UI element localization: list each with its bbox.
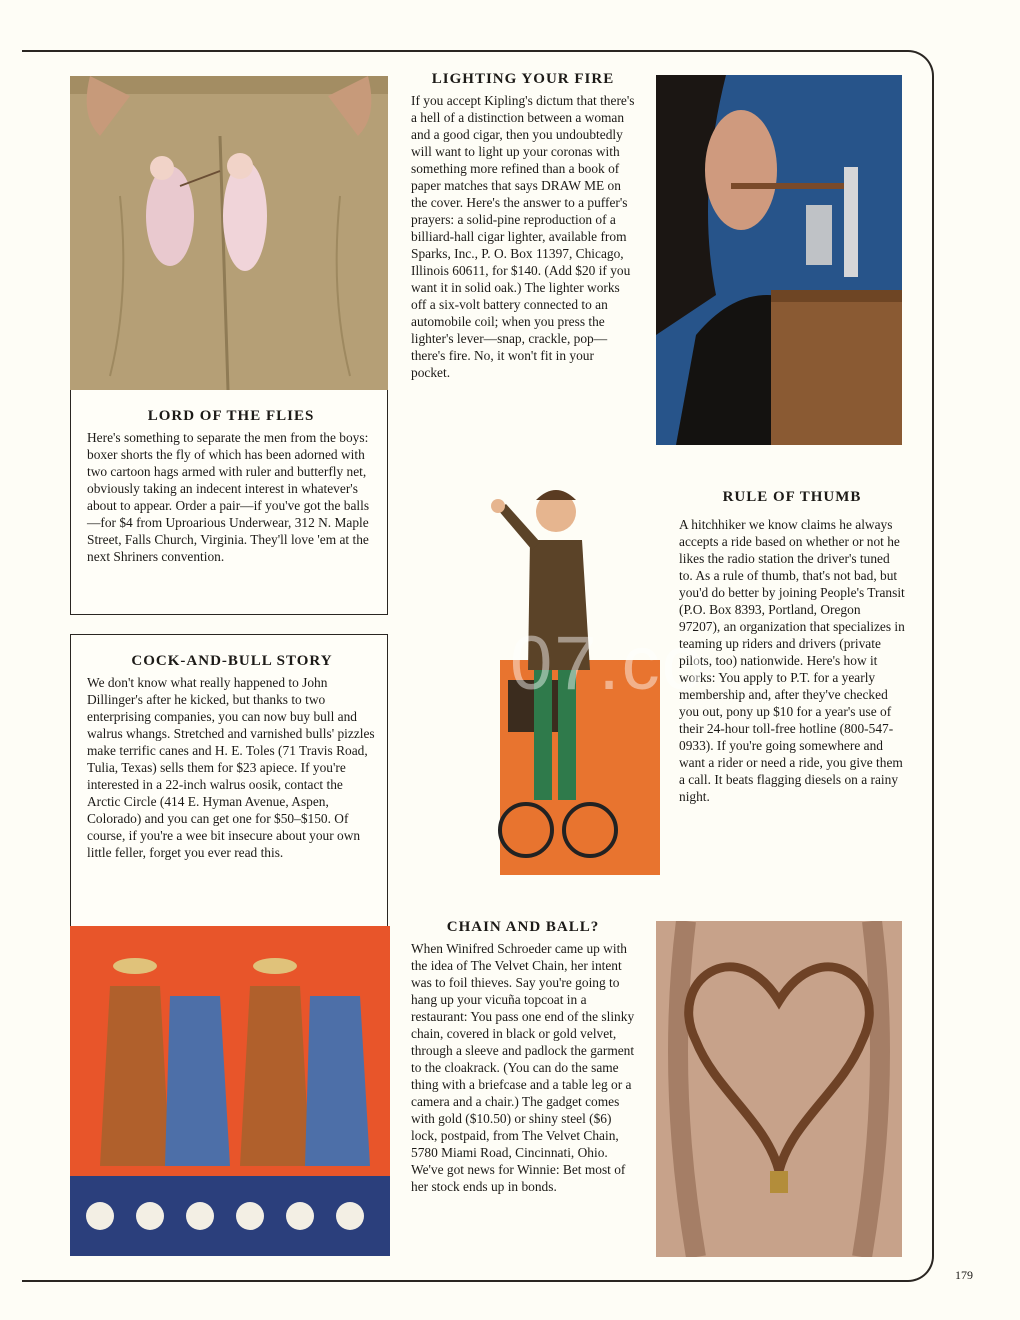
chain-and-ball-article <box>411 919 635 1195</box>
lighting-your-fire-body: If you accept Kipling's dictum that there's a hell of a distinction between a woman and a good cigar, then you undoubtedly will want to light up your coronas with something more refined than a book of paper matches that says DRAW ME on the cover. Here's the answer to a puffer's prayers: a solid-pine reproduction of a billiard-hall cigar lighter, available from Sparks, Inc., P. O. Box 11397, Chicago, Illinois 60611, for $140. (Add $20 if you want it in solid oak.) The lighter works off a six-volt battery connected to an automobile coil; when you press the lighter's lever—snap, crackle, pop—there's fire. No, it won't fit in your pocket. <box>411 93 635 380</box>
boxer-shorts-photo <box>70 76 388 390</box>
cigar-lighter-photo <box>656 75 902 445</box>
chain-and-ball-body: When Winifred Schroeder came up with the idea of The Velvet Chain, her intent was to foil thieves. Say you're going to hang up your vicuña topcoat in a restaurant: You pass one end of the slinky chain, covered in black or gold velvet, through a sleeve and padlock the garment to the cloakrack. (You can do the same thing with a briefcase and a table leg or a camera and a chair.) The gadget comes with gold ($10.50) or shiny steel ($6) lock, postpaid, from The Velvet Chain, 5780 Miami Road, Cincinnati, Ohio. We've got news for Winnie: Bet most of her stock ends up in bonds. <box>411 941 635 1194</box>
velvet-chain-photo <box>656 921 902 1257</box>
lord-of-the-flies-box <box>70 390 388 615</box>
lighting-your-fire-article <box>411 71 635 381</box>
cock-and-bull-title: COCK-AND-BULL STORY <box>131 653 333 669</box>
lighting-your-fire-title: LIGHTING YOUR FIRE <box>431 71 615 87</box>
rule-of-thumb-title: RULE OF THUMB <box>722 489 862 505</box>
lord-of-the-flies-title: LORD OF THE FLIES <box>147 408 315 424</box>
lord-of-the-flies-body: Here's something to separate the men from the boys: boxer shorts the fly of which has been adorned with two cartoon hags armed with ruler and butterfly net, obviously taking an indecent interest in whatever's about to appear. Order a pair—if you've got the balls—for $4 from Uproarious Underwear, 312 N. Maple Street, Falls Church, Virginia. They'll love 'em at the next Shriners convention. <box>87 430 370 564</box>
page-number: 179 <box>955 1268 973 1282</box>
watermark-text: 07.co <box>510 621 706 706</box>
cock-and-bull-box <box>70 634 388 927</box>
bull-walrus-illustration <box>70 926 390 1256</box>
rule-of-thumb-article <box>679 489 905 805</box>
cock-and-bull-body: We don't know what really happened to John Dillinger's after he kicked, but thanks to two enterprising companies, you can now buy bull and walrus whangs. Stretched and varnished bulls' pizzles make terrific canes and H. E. Toles (71 Travis Road, Tulia, Texas) sells them for $23 apiece. If you're interested in a 22-inch walrus oosik, contact the Arctic Circle (414 E. Hyman Avenue, Aspen, Colorado) and you can get one for $50–$150. Of course, if you're a wee bit insecure about your own little feller, forget you ever read this. <box>87 675 375 860</box>
chain-and-ball-title: CHAIN AND BALL? <box>446 919 600 935</box>
rule-of-thumb-body: A hitchhiker we know claims he always accepts a ride based on whether or not he likes the radio station the driver's tuned to. As a rule of thumb, that's not bad, but you'd do better by joining People's Transit (P.O. Box 8393, Portland, Oregon 97207), an organization that specializes in teaming up riders and drivers (private pilots, too) nationwide. Here's how it works: You apply to P.T. for a yearly membership and, after they've checked you out, pony up $10 for a year's use of their 24-hour toll-free hotline (800-547-0933). If you're going somewhere and want a rider or need a ride, you give them a call. It beats flagging diesels on a rainy night. <box>679 517 905 804</box>
